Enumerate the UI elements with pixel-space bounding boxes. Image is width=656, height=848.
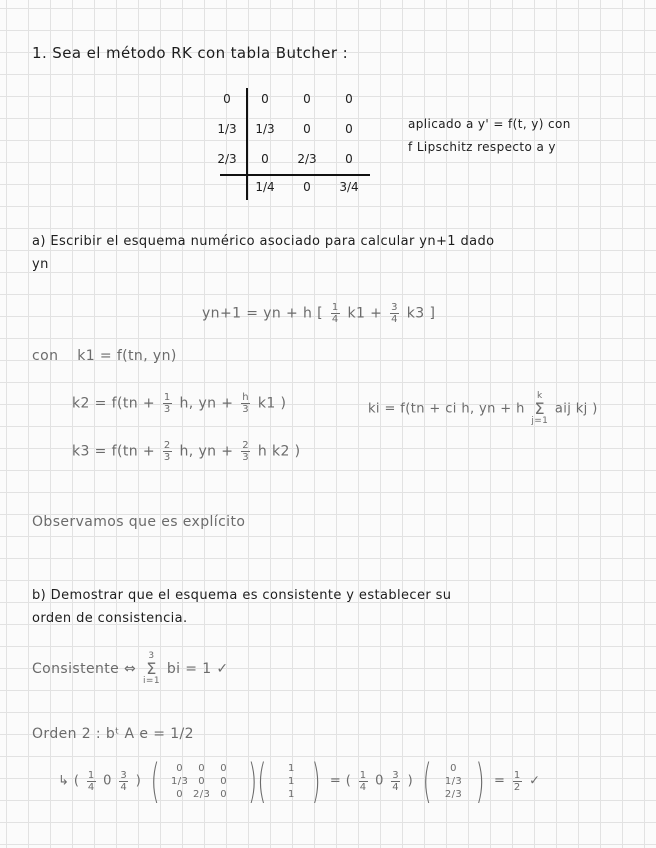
part-a-prompt-line-1: a) Escribir el esquema numérico asociado para calcular yn+1 dado <box>32 234 495 249</box>
k1-equation: k1 = f(tn, yn) <box>77 348 177 364</box>
row-b-2-again: 0 <box>375 773 384 789</box>
k2-fraction-1: $\frac{1}{3}$ <box>163 392 171 415</box>
matrix-a: 0 0 0 1/3 0 0 0 2/3 0 <box>170 762 227 800</box>
part-b-prompt-line-2: orden de consistencia. <box>32 611 188 626</box>
scheme-k3: k3 ] <box>406 305 436 322</box>
scheme-fraction-1: $\frac{1}{4}$ <box>331 302 339 325</box>
tableau-a-23: 0 <box>345 122 353 136</box>
tableau-a-32: 2/3 <box>297 152 317 166</box>
ki-sum: k Σ j=1 <box>531 391 549 426</box>
problem-title: 1. Sea el método RK con tabla Butcher : <box>32 44 349 62</box>
tableau-horizontal-line <box>220 174 370 176</box>
consistency-line <box>32 652 229 686</box>
tableau-b-1: 1/4 <box>255 180 275 194</box>
vector-e: 1 1 1 <box>288 762 295 800</box>
row-b-3-again: $\frac{3}{4}$ <box>392 769 400 793</box>
k3-fraction-2: $\frac{2}{3}$ <box>242 440 250 463</box>
tableau-b-2: 0 <box>303 180 311 194</box>
tableau-c-1: 0 <box>223 92 231 106</box>
equals-1: = <box>329 773 342 789</box>
vector-c: 0 1/3 2/3 <box>444 762 463 800</box>
tableau-a-31: 0 <box>261 152 269 166</box>
calc-prefix: ↳ ( <box>58 773 80 789</box>
k3-line <box>72 440 301 463</box>
context-line-1: aplicado a y' = f(t, y) con <box>408 117 571 131</box>
k2-part-2: h, yn + <box>179 395 234 412</box>
ki-part-1: ki = f(tn + ci h, yn + h <box>368 401 525 417</box>
scheme-fraction-2: $\frac{3}{4}$ <box>391 302 398 325</box>
tableau-a-33: 0 <box>345 152 353 166</box>
con-label: con <box>32 348 59 364</box>
k3-part-1: k3 = f(tn + <box>72 443 155 460</box>
row-b-1-again: $\frac{1}{4}$ <box>359 769 367 793</box>
scheme-equation <box>202 302 435 325</box>
k3-fraction-1: $\frac{2}{3}$ <box>163 440 171 463</box>
equals-2: = <box>493 773 506 789</box>
scheme-lhs: yn+1 = yn + h [ <box>202 305 324 322</box>
tableau-c-3: 2/3 <box>217 152 237 166</box>
tableau-c-2: 1/3 <box>217 122 237 136</box>
k1-line <box>32 348 177 364</box>
order-line: Orden 2 : bᵗ A e = 1/2 <box>32 726 194 742</box>
row-b-3: $\frac{3}{4}$ <box>120 769 128 793</box>
k2-fraction-2: $\frac{h}{3}$ <box>242 392 249 415</box>
check-mark: ✓ <box>529 773 541 789</box>
ki-part-2: aij kj ) <box>554 401 598 417</box>
k2-line <box>72 392 286 415</box>
part-a-prompt-line-2: yn <box>32 257 49 272</box>
ki-general-line <box>368 392 598 426</box>
tableau-b-3: 3/4 <box>339 180 359 194</box>
consistent-rhs: bi = 1 ✓ <box>166 661 229 677</box>
consistent-sum: 3 Σ i=1 <box>143 651 160 686</box>
k3-part-3: h k2 ) <box>257 443 301 460</box>
tableau-a-11: 0 <box>261 92 269 106</box>
k3-part-2: h, yn + <box>179 443 234 460</box>
tableau-a-13: 0 <box>345 92 353 106</box>
consistent-label: Consistente ⇔ <box>32 661 137 677</box>
order-calculation: ↳ ( $\frac{1}{4}$ 0 $\frac{3}{4}$ ) ( 0 0 0 1/3 0 0 0 2/3 0 )( 1 1 1 ) = ( $\frac{1}{4}$ 0 $\frac{3}{4}$ ) ( 0 1/3 2/3 ) = $\frac{1}{2}$ ✓ <box>58 754 541 808</box>
tableau-a-22: 0 <box>303 122 311 136</box>
tableau-a-21: 1/3 <box>255 122 275 136</box>
part-b-prompt-line-1: b) Demostrar que el esquema es consistente y establecer su <box>32 588 452 603</box>
tableau-vertical-line <box>246 88 248 200</box>
tableau-a-12: 0 <box>303 92 311 106</box>
row-b-2: 0 <box>103 773 112 789</box>
k2-part-3: k1 ) <box>257 395 287 412</box>
context-line-2: f Lipschitz respecto a y <box>408 140 556 154</box>
observation: Observamos que es explícito <box>32 514 246 530</box>
row-b-1: $\frac{1}{4}$ <box>87 769 95 793</box>
k2-part-1: k2 = f(tn + <box>72 395 155 412</box>
result-fraction: $\frac{1}{2}$ <box>513 769 521 793</box>
scheme-k1: k1 + <box>347 305 383 322</box>
